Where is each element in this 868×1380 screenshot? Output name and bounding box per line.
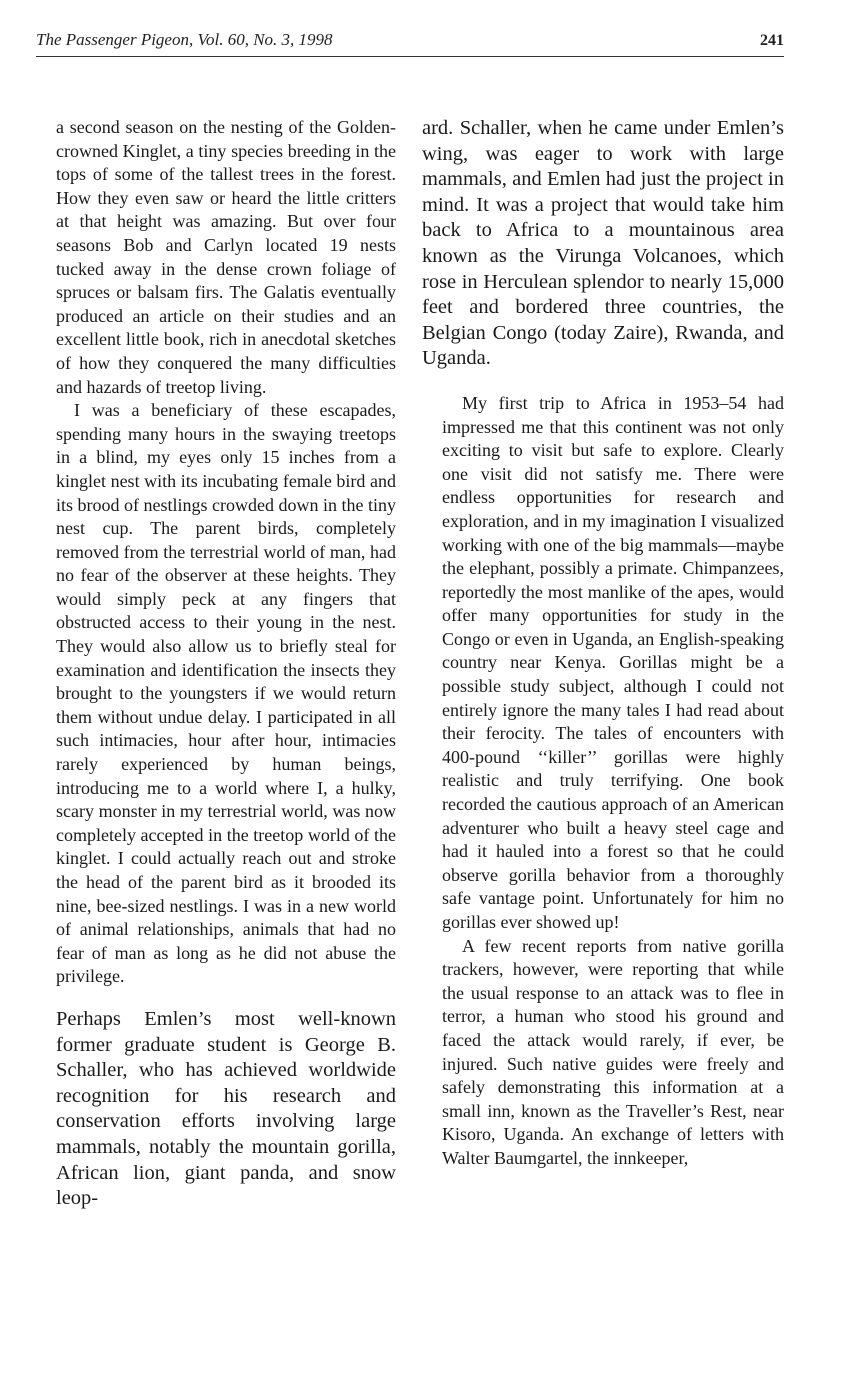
paragraph-treetop-experience: I was a beneficiary of these escapades, spending many hours in the swaying treetops in a blind, my eyes only 15 inches from a kinglet nest with its incubating female bird and its brood of nestlings crowded down in the tiny nest cup. The parent birds, completely removed from the terrestrial world of man, had no fear of the observer at these heights. They would simply peck at any fingers that obstructed access to their young in the nest. They would also allow us to briefly steal for examination and identification the insects they brought to the youngsters if we would return them without undue delay. I participated in all such intimacies, hour after hour, intimacies rarely experienced by human beings, introducing me to a world where I, a hulky, scary monster in my terrestrial world, was now completely accepted in the treetop world of the kinglet. I could actually reach out and stroke the head of the parent bird as it brooded its nine, bee-sized nestlings. I was in a new world of animal relationships, animals that had no fear of man as long as he did not abuse the privilege. [56, 400, 396, 987]
running-header [36, 28, 784, 57]
paragraph-schaller-project: ard. Schaller, when he came under Emlen’s wing, was eager to work with large mammals, and Emlen had just the project in mind. It was a project that would take him back to Africa to a mountainous area known as the Virunga Volcanoes, which rose in Herculean splendor to nearly 15,000 feet and bordered three countries, the Belgian Congo (today Zaire), Rwanda, and Uganda. [422, 117, 784, 370]
paragraph-kinglet-study: a second season on the nesting of the Golden-crowned Kinglet, a tiny species breeding in the tops of some of the tallest trees in the forest. How they even saw or heard the little critters at that height was amazing. But over four seasons Bob and Carlyn located 19 nests tucked away in the dense crown foliage of spruces or balsam firs. The Galatis eventually produced an article on their studies and an excellent little book, rich in anecdotal sketches of how they conquered the many difficulties and hazards of treetop living. [56, 117, 396, 397]
right-column [422, 116, 784, 1171]
page-number: 241 [760, 32, 784, 49]
left-column [56, 116, 396, 1212]
quote-paragraph-gorilla-trackers: A few recent reports from native gorilla trackers, however, were reporting that while the usual response to an attack was to flee in terror, a human who stood his ground and faced the attack would rarely, if ever, be injured. Such native guides were freely and safely demonstrating this information at a small inn, known as the Traveller’s Rest, near Kisoro, Uganda. An exchange of letters with Walter Baumgartel, the innkeeper, [442, 935, 784, 1168]
quote-paragraph-africa-trip: My first trip to Africa in 1953–54 had impressed me that this continent was not only exciting to visit but safe to explore. Clearly one visit did not satisfy me. There were endless opportunities for research and exploration, and in my imagination I visualized working with one of the big mammals—maybe the elephant, possibly a primate. Chimpanzees, reportedly the most manlike of the apes, would offer many opportunities for study in the Congo or even in Uganda, an English-speaking country near Kenya. Gorillas might be a possible study subject, although I could not entirely ignore the many tales I had read about their ferocity. The tales of encounters with 400-pound ‘‘killer’’ gorillas were highly realistic and truly terrifying. One book recorded the cautious approach of an American adventurer who built a heavy steel cage and had it hauled into a forest so that he could observe gorilla behavior from a thoroughly safe vantage point. Unfortunately for him no gorillas ever showed up! [442, 392, 784, 932]
journal-citation: The Passenger Pigeon, Vol. 60, No. 3, 1998 [36, 30, 333, 49]
paragraph-schaller-intro: Perhaps Emlen’s most well-known former graduate student is George B. Schaller, who has achieved worldwide recognition for his research and conservation efforts involving large mammals, notably the mountain gorilla, African lion, giant panda, and snow leop- [56, 1007, 396, 1210]
block-quote [442, 392, 784, 1171]
